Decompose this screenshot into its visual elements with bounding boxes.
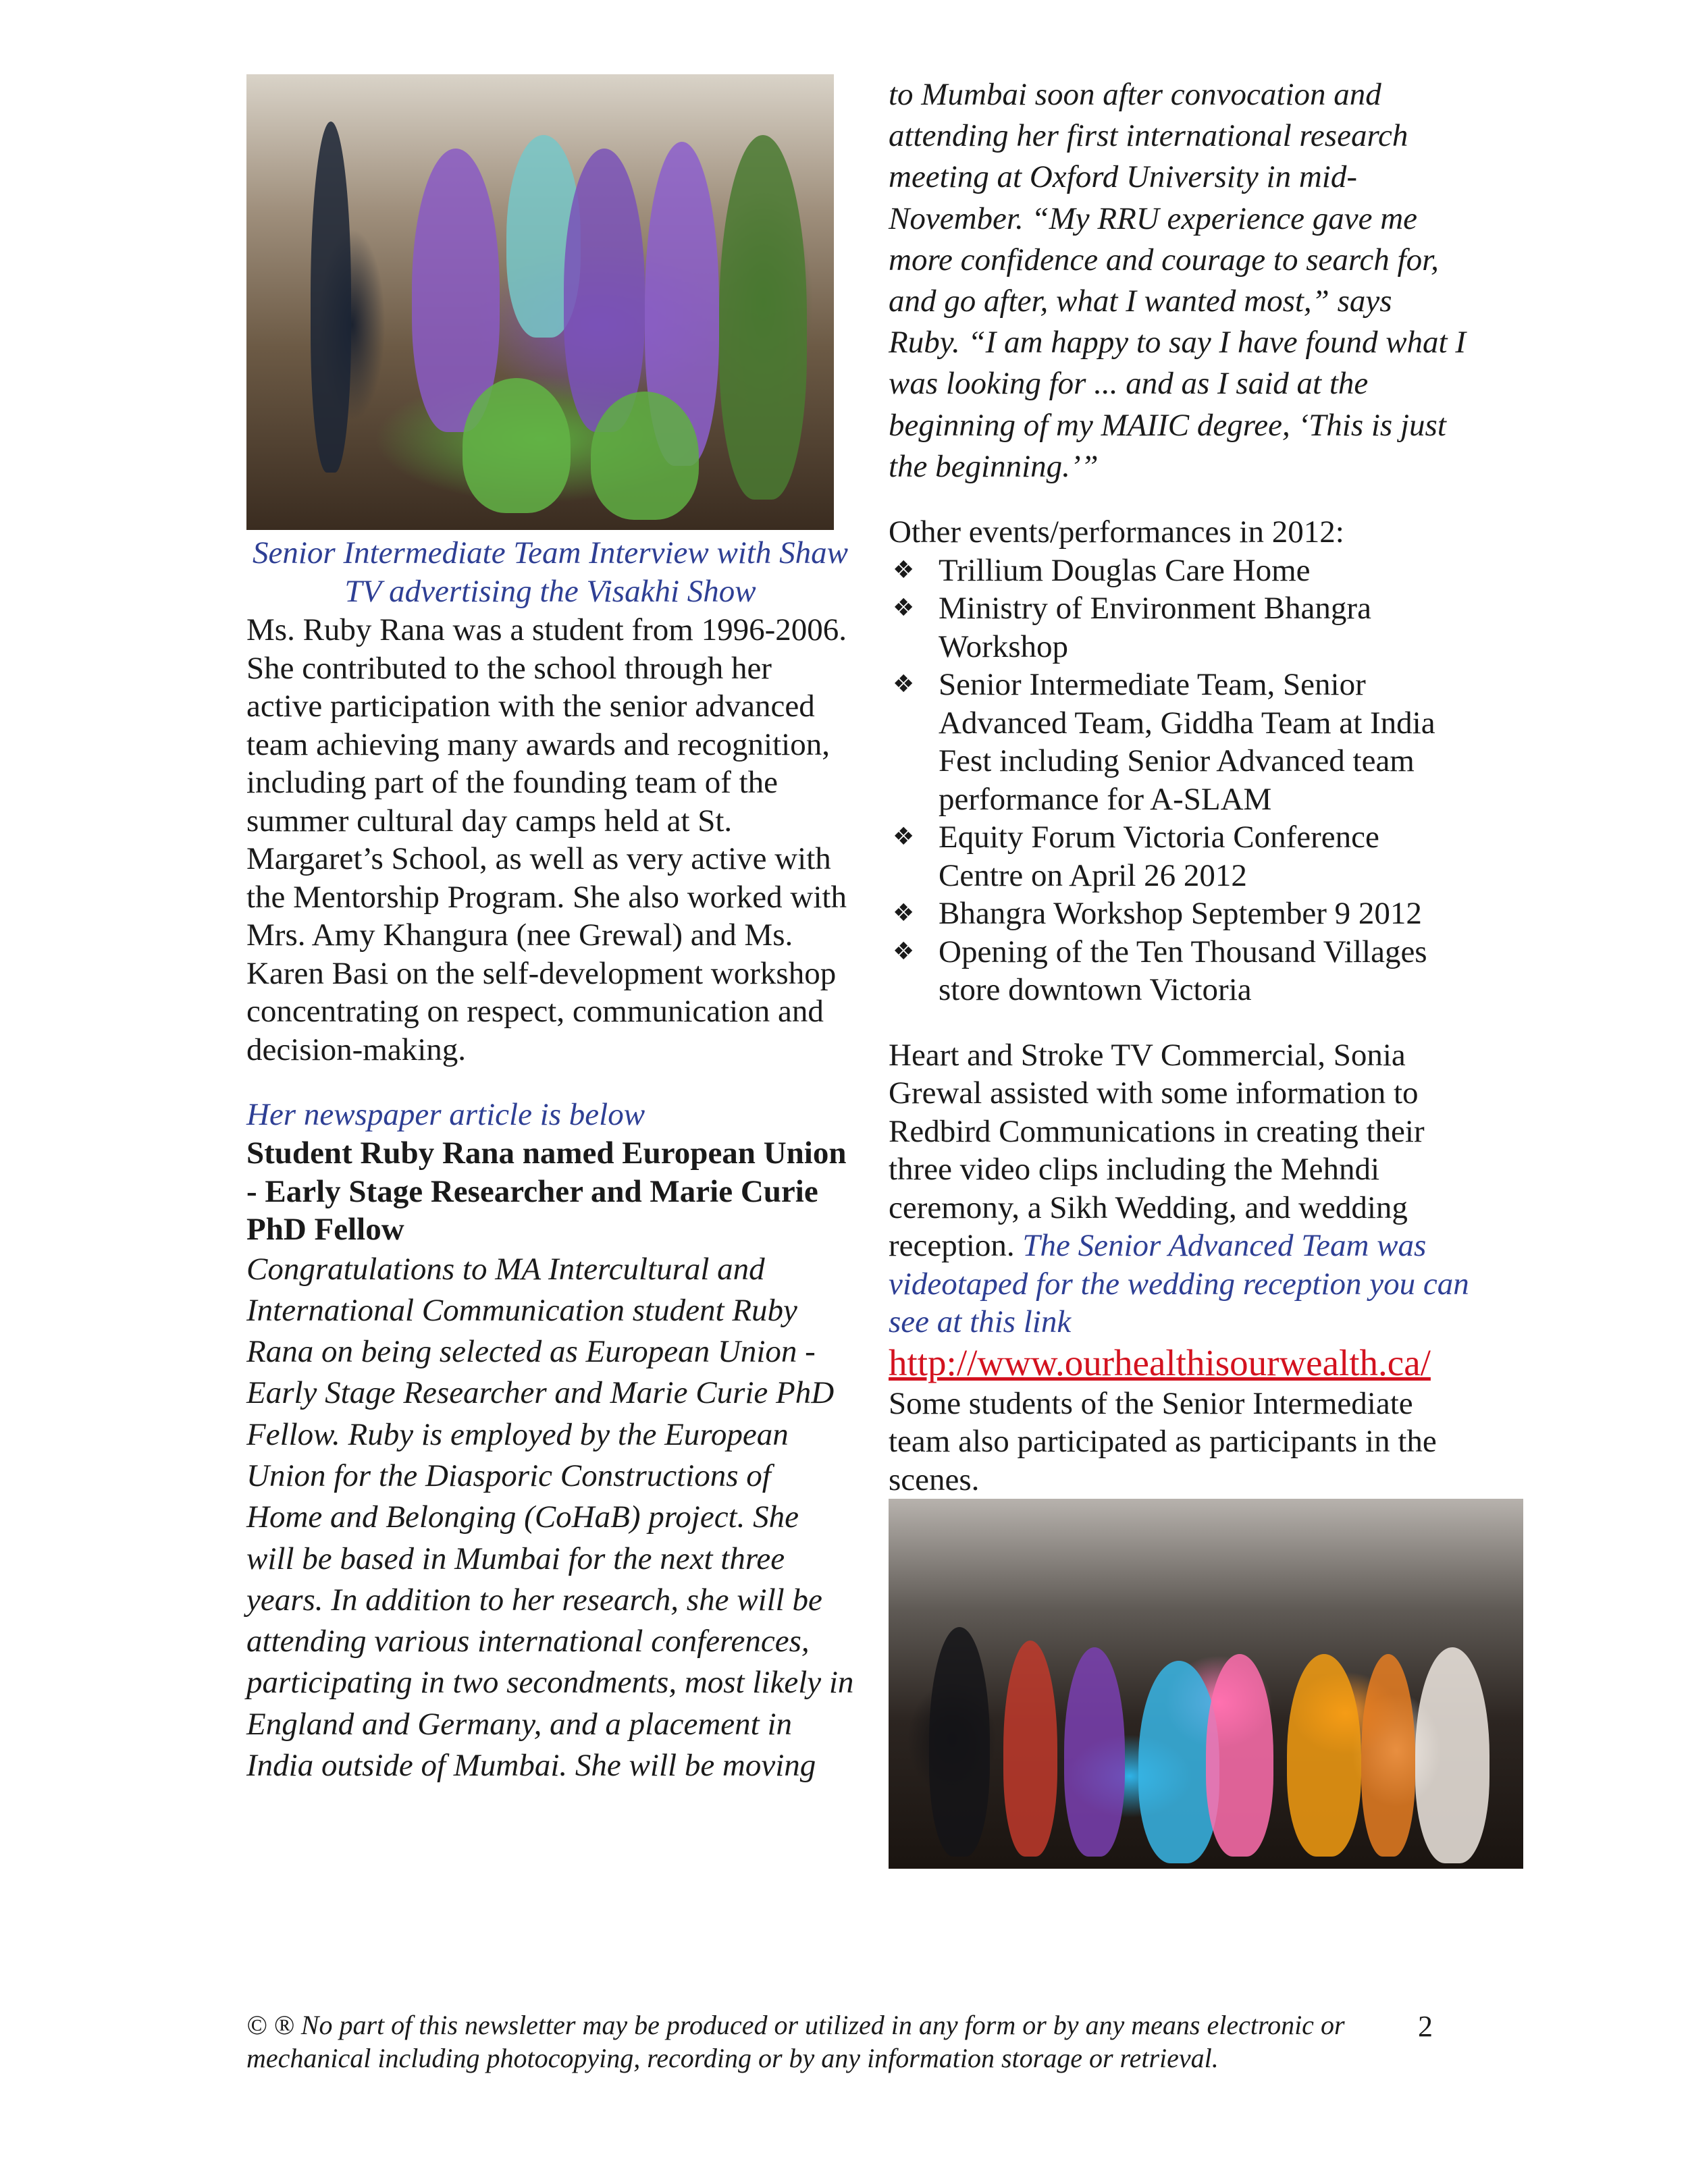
- diamond-bullet-icon: ❖: [893, 556, 915, 584]
- diamond-bullet-icon: ❖: [893, 823, 915, 851]
- list-item: ❖ Bhangra Workshop September 9 2012: [889, 895, 1469, 933]
- diamond-bullet-icon: ❖: [893, 937, 915, 965]
- copyright-footer: © ® No part of this newsletter may be produced or utilized in any form or by any means electronic or mechanical including photocopying, recording or by any information storage or retrieval.: [246, 2010, 1345, 2073]
- diamond-bullet-icon: ❖: [893, 899, 915, 928]
- list-item: ❖ Senior Intermediate Team, Senior Advanced Team, Giddha Team at India Fest including Senior Advanced team performance for A-SLAM: [893, 667, 1435, 817]
- dance-team-photo: [246, 74, 834, 530]
- commercial-paragraph: Heart and Stroke TV Commercial, Sonia Grewal assisted with some information to Redbird Communications in creating their three video clips including the Mehndi ceremony, a Sikh Wedding, and wedding reception. The Senior Advanced Team was videotaped for the wedding reception you can see at this link: [889, 1037, 1469, 1340]
- list-item: ❖ Trillium Douglas Care Home: [889, 552, 1469, 590]
- diamond-bullet-icon: ❖: [893, 594, 915, 622]
- list-item: ❖ Opening of the Ten Thousand Villages store downtown Victoria: [893, 934, 1427, 1008]
- right-column: [889, 74, 1469, 1869]
- article-continued: to Mumbai soon after convocation and attending her first international research meeting at Oxford University in mid-November. “My RRU experience gave me more confidence and courage to search for, and go after, what I wanted most,” says Ruby. “I am happy to say I have found what I was looking for ... and as I said at the beginning of my MAIIC degree, ‘This is just the beginning.’”: [889, 77, 1467, 484]
- students-paragraph: Some students of the Senior Intermediate team also participated as participants in the scenes.: [889, 1385, 1437, 1497]
- events-list: [889, 552, 1469, 1009]
- article-body: Congratulations to MA Intercultural and International Communication student Ruby Rana on being selected as European Union - Early Stage Researcher and Marie Curie PhD Fellow. Ruby is employed by the European Union for the Diasporic Constructions of Home and Belonging (CoHaB) project. She will be based in Mumbai for the next three years. In addition to her research, she will be attending various international conferences, participating in two secondments, most likely in England and Germany, and a placement in India outside of Mumbai. She will be moving: [246, 1251, 854, 1784]
- diamond-bullet-icon: ❖: [893, 670, 915, 699]
- intro-paragraph: Ms. Ruby Rana was a student from 1996-2006. She contributed to the school through her active participation with the senior advanced team achieving many awards and recognition, including part of the founding team of the summer cultural day camps held at St. Margaret’s School, as well as very active with the Mentorship Program. She also worked with Mrs. Amy Khangura (nee Grewal) and Ms. Karen Basi on the self-development workshop concentrating on respect, communication and decision-making.: [246, 612, 847, 1067]
- article-note: Her newspaper article is below: [246, 1097, 645, 1132]
- health-wealth-link[interactable]: http://www.ourhealthisourwealth.ca/: [889, 1341, 1431, 1383]
- commercial-note: The Senior Advanced Team was videotaped for the wedding reception you can see at this link: [889, 1228, 1469, 1340]
- page-number: 2: [1418, 2010, 1433, 2043]
- list-item: ❖ Ministry of Environment Bhangra Workshop: [893, 591, 1371, 664]
- article-title: Student Ruby Rana named European Union - Early Stage Researcher and Marie Curie PhD Fellow: [246, 1136, 847, 1247]
- left-column: [246, 74, 854, 1786]
- wedding-reception-photo: [889, 1499, 1523, 1869]
- list-item: ❖ Equity Forum Victoria Conference Centre on April 26 2012: [893, 820, 1379, 893]
- photo-caption: Senior Intermediate Team Interview with Shaw TV advertising the Visakhi Show: [252, 535, 849, 609]
- events-heading: Other events/performances in 2012:: [889, 514, 1344, 550]
